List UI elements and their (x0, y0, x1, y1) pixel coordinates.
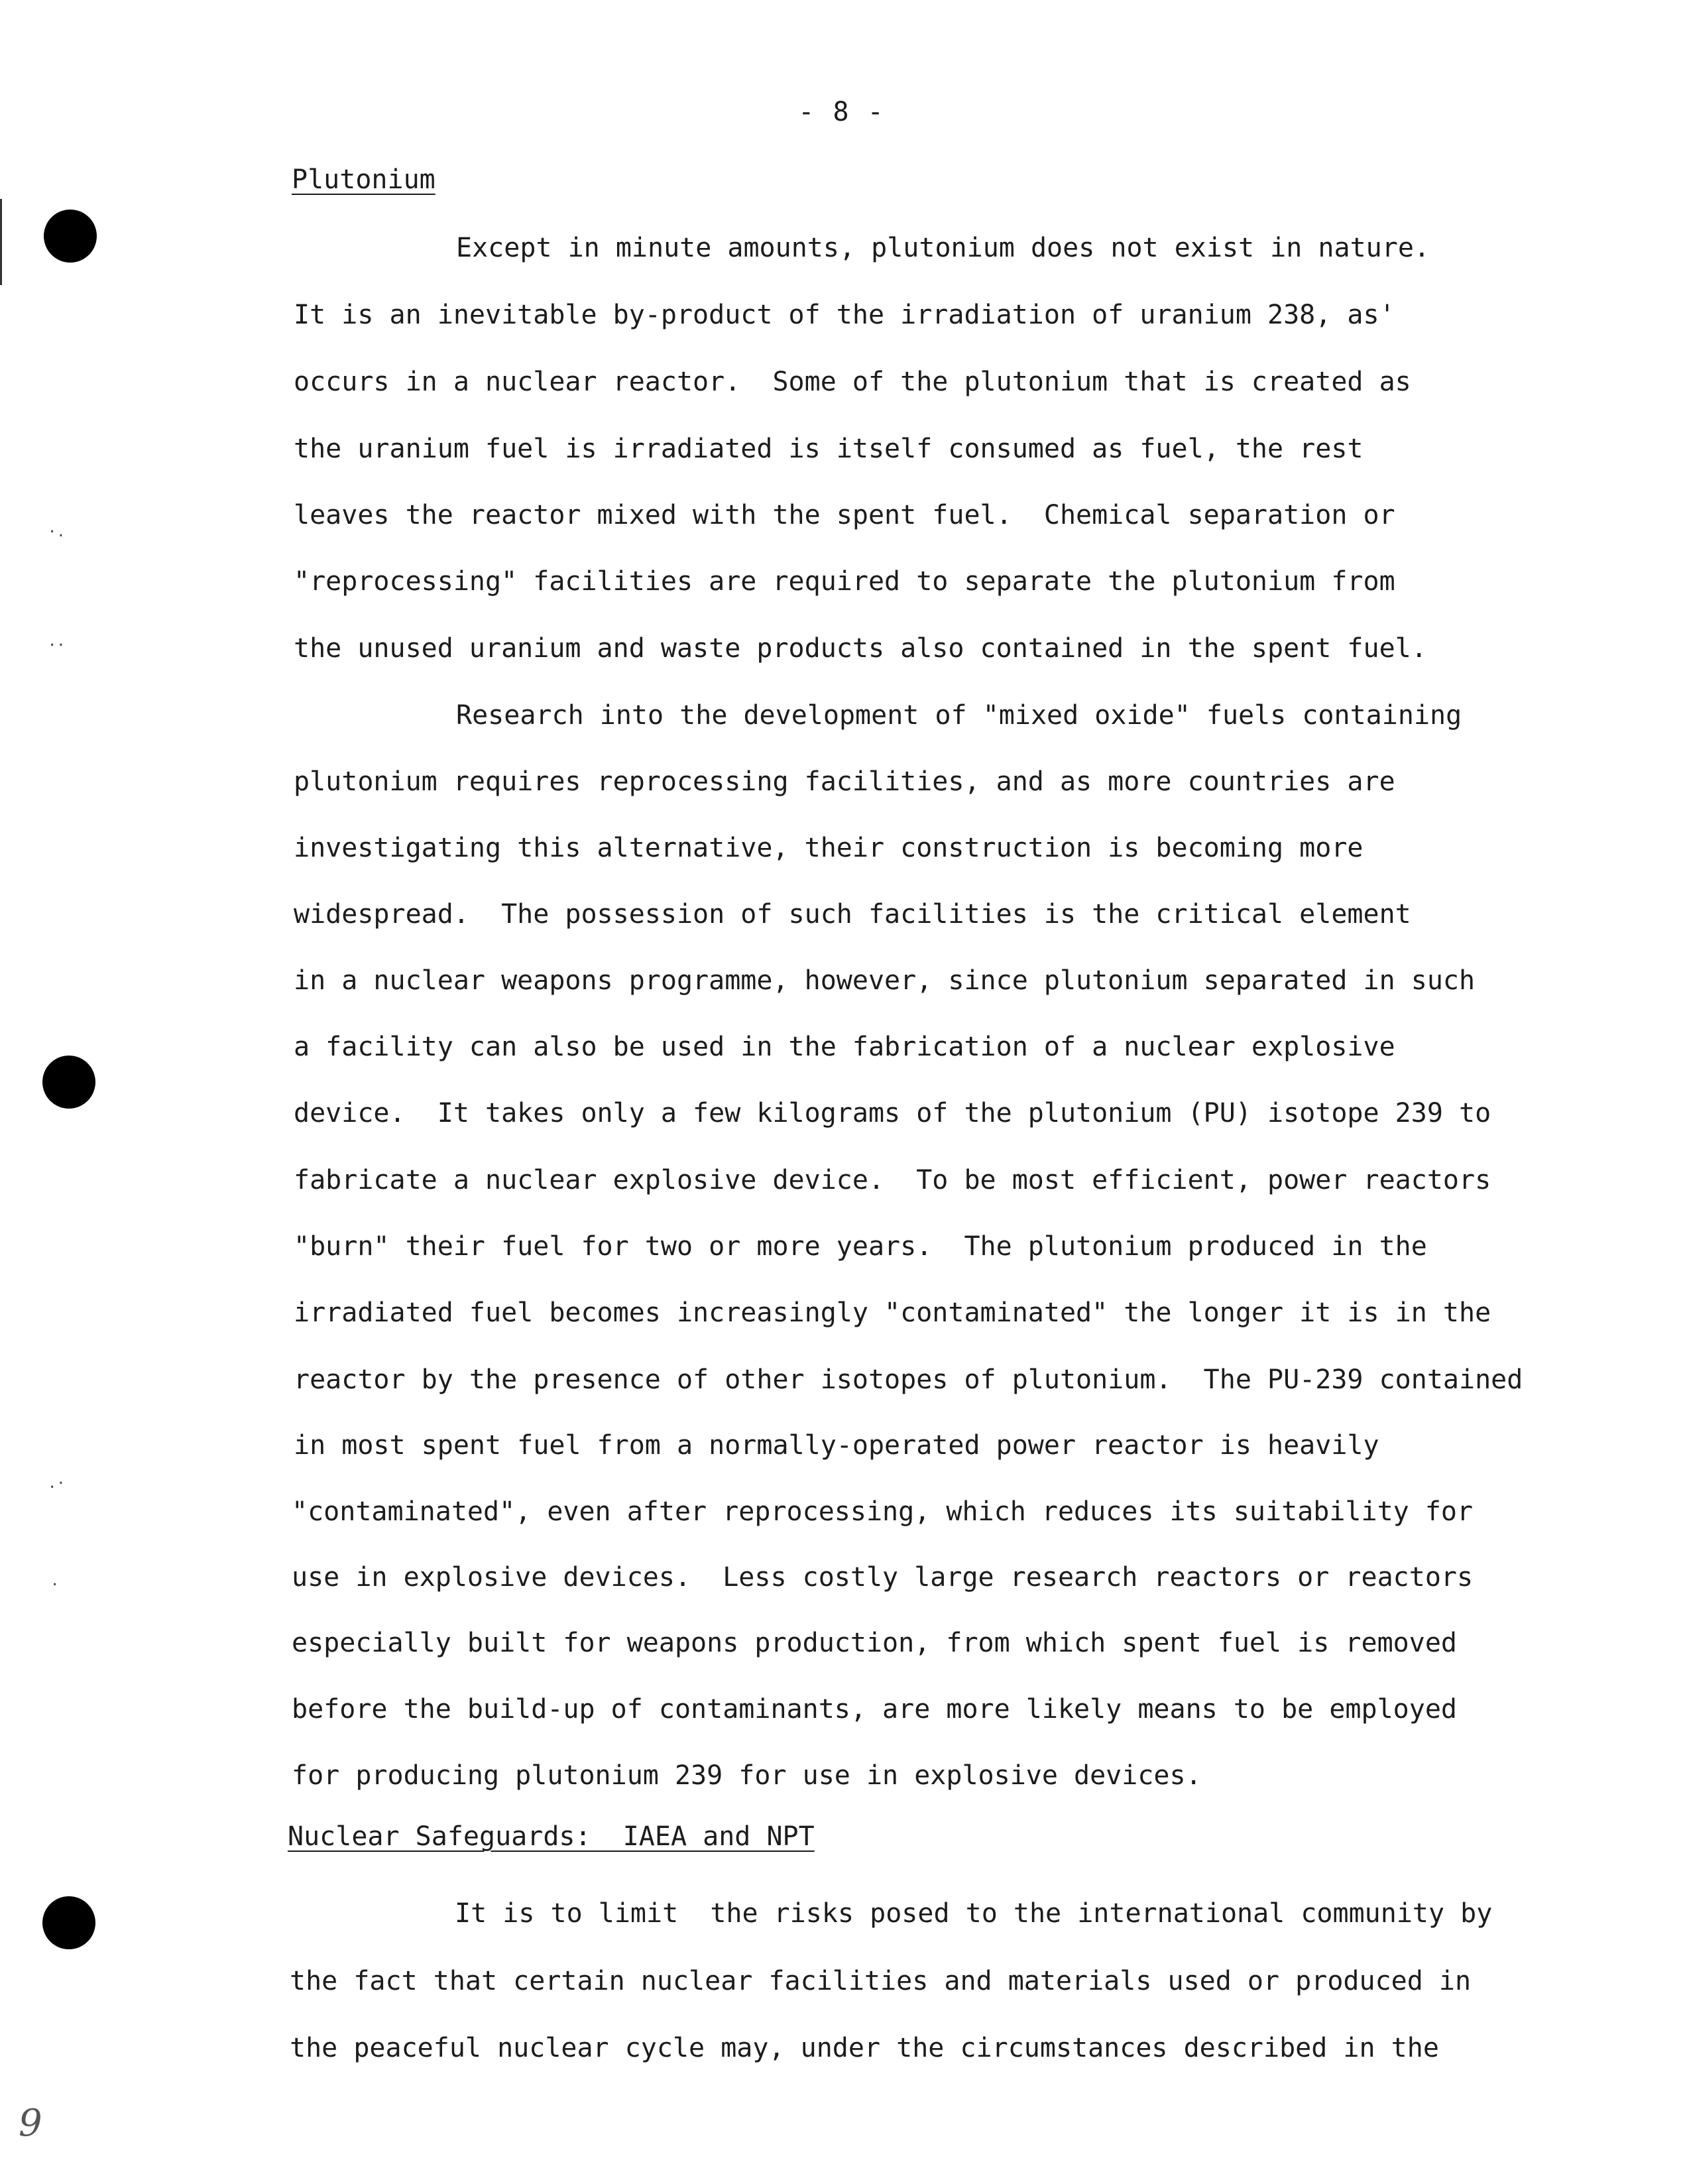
text-line: a facility can also be used in the fabrication of a nuclear explosive (294, 1032, 1395, 1062)
punch-hole-top (44, 210, 97, 263)
text-line: in a nuclear weapons programme, however, since plutonium separated in such (294, 965, 1476, 996)
text-line: in most spent fuel from a normally-operated power reactor is heavily (294, 1430, 1379, 1461)
handwritten-mark: 9 (19, 2102, 42, 2145)
document-page: - 8 - Plutonium Except in minute amounts, plutonium does not exist in nature. It is an inevitable by-product of the irradiation of uranium 238, as' occurs in a nuclear reactor. Some of the plutonium that is created as the uranium fuel is irradiated is itself consumed as fuel, the rest leaves the reactor mixed with the spent fuel. Chemical separation or "reprocessing" facilities are required to separate the plutonium from the unused uranium and waste products also contained in the spent fuel. Research into the development of "mixed oxide" fuels containing plutonium requires reprocessing facilities, and as more countries are investigating this alternative, their construction is becoming more widespread. The possession of such facilities is the critical element in a nuclear weapons programme, however, since plutonium separated in such a facility can also be used in the fabrication of a nuclear explosive device. It takes only a few kilograms of the plutonium (PU) isotope 239 to fabricate a nuclear explosive device. To be most efficient, power reactors "burn" their fuel for two or more years. The plutonium produced in the irradiated fuel becomes increasingly "contaminated" the longer it is in the reactor by the presence of other isotopes of plutonium. The PU-239 contained in most spent fuel from a normally-operated power reactor is heavily "contaminated", even after reprocessing, which reduces its suitability for use in explosive devices. Less costly large research reactors or reactors especially built for weapons production, from which spent fuel is removed before the build-up of contaminants, are more likely means to be employed for producing plutonium 239 for use in explosive devices. Nuclear Safeguards: IAEA and NPT It is to limit the risks posed to the international community by the fact that certain nuclear facilities and materials used or produced in the peaceful nuclear cycle may, under the circumstances described in the ·. .. .· · 9 (0, 0, 1683, 2184)
punch-hole-bottom (42, 1896, 95, 1949)
text-line: investigating this alternative, their construction is becoming more (294, 833, 1364, 863)
text-line: the peaceful nuclear cycle may, under the circumstances described in the (290, 2033, 1439, 2063)
text-line: use in explosive devices. Less costly large research reactors or reactors (292, 1562, 1474, 1593)
text-line: before the build-up of contaminants, are more likely means to be employed (292, 1694, 1457, 1725)
text-line: It is to limit the risks posed to the international community by (455, 1898, 1493, 1929)
text-line: "reprocessing" facilities are required to separate the plutonium from (294, 566, 1395, 597)
text-line: leaves the reactor mixed with the spent fuel. Chemical separation or (294, 500, 1395, 530)
text-line: "burn" their fuel for two or more years. The plutonium produced in the (294, 1231, 1427, 1262)
text-line: It is an inevitable by-product of the irradiation of uranium 238, as' (294, 300, 1395, 330)
punch-hole-middle (42, 1056, 95, 1109)
text-line: fabricate a nuclear explosive device. To be most efficient, power reactors (294, 1165, 1491, 1195)
text-line: widespread. The possession of such facilities is the critical element (294, 899, 1411, 930)
section-heading-safeguards: Nuclear Safeguards: IAEA and NPT (288, 1821, 815, 1852)
text-line: "contaminated", even after reprocessing, which reduces its suitability for (292, 1496, 1474, 1527)
text-line: occurs in a nuclear reactor. Some of the plutonium that is created as (294, 367, 1411, 397)
text-line: for producing plutonium 239 for use in explosive devices. (292, 1760, 1202, 1791)
text-line: irradiated fuel becomes increasingly "contaminated" the longer it is in the (294, 1298, 1491, 1328)
page-number: - 8 - (798, 97, 885, 127)
scan-edge-mark (0, 199, 2, 285)
text-line: the uranium fuel is irradiated is itself consumed as fuel, the rest (294, 434, 1364, 464)
text-line: Research into the development of "mixed oxide" fuels containing (456, 700, 1462, 731)
text-line: device. It takes only a few kilograms of the plutonium (PU) isotope 239 to (294, 1098, 1491, 1128)
text-line: the unused uranium and waste products also contained in the spent fuel. (294, 633, 1427, 664)
text-line: Except in minute amounts, plutonium does not exist in nature. (456, 233, 1430, 263)
text-line: plutonium requires reprocessing facilities, and as more countries are (294, 766, 1395, 797)
text-line: reactor by the presence of other isotopes of plutonium. The PU-239 contained (294, 1365, 1523, 1395)
text-line: the fact that certain nuclear facilities and materials used or produced in (290, 1966, 1472, 1996)
text-line: especially built for weapons production, from which spent fuel is removed (292, 1628, 1457, 1658)
section-heading-plutonium: Plutonium (292, 164, 435, 195)
